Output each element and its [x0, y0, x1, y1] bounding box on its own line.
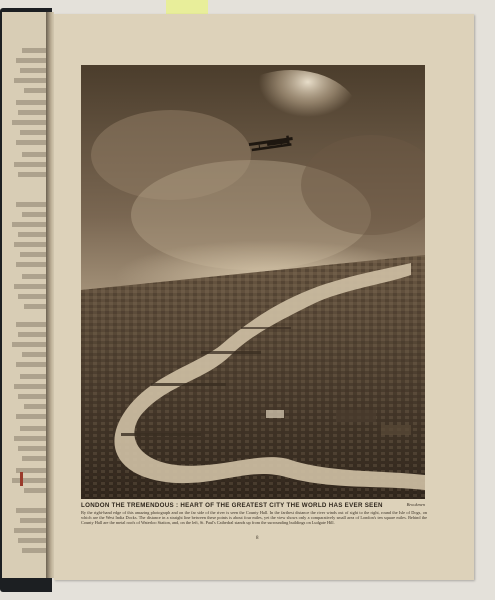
photo-credit: Brookmen [406, 502, 425, 507]
caption-title: LONDON THE TREMENDOUS : HEART OF THE GREATEST CITY THE WORLD HAS EVER SEEN [81, 502, 383, 509]
page-number: 8 [256, 536, 259, 541]
book-gutter [46, 12, 54, 578]
yellow-bookmark-tab [166, 0, 208, 14]
photo-caption [81, 502, 427, 525]
red-annotation-mark [20, 472, 23, 486]
right-page [54, 14, 474, 580]
left-page-edge [2, 12, 48, 578]
aerial-photo-illustration [81, 65, 425, 499]
caption-text: By the right-hand edge of this amazing photograph and on the far side of the river is seen the County Hall. In the farthest distance the river winds out of sight to the right, round the Isle of Dogs, on which are the West India Docks. The distance in a straight line between these points is about four miles, yet the view shows only a comparatively small area of London's ten square miles. Behind the County Hall are the metal roofs of Waterloo Station, and, on the left, St. Paul's Cathedral stands up from the surrounding buildings on Ludgate Hill. [81, 510, 427, 525]
aerial-photograph-london [81, 65, 425, 499]
